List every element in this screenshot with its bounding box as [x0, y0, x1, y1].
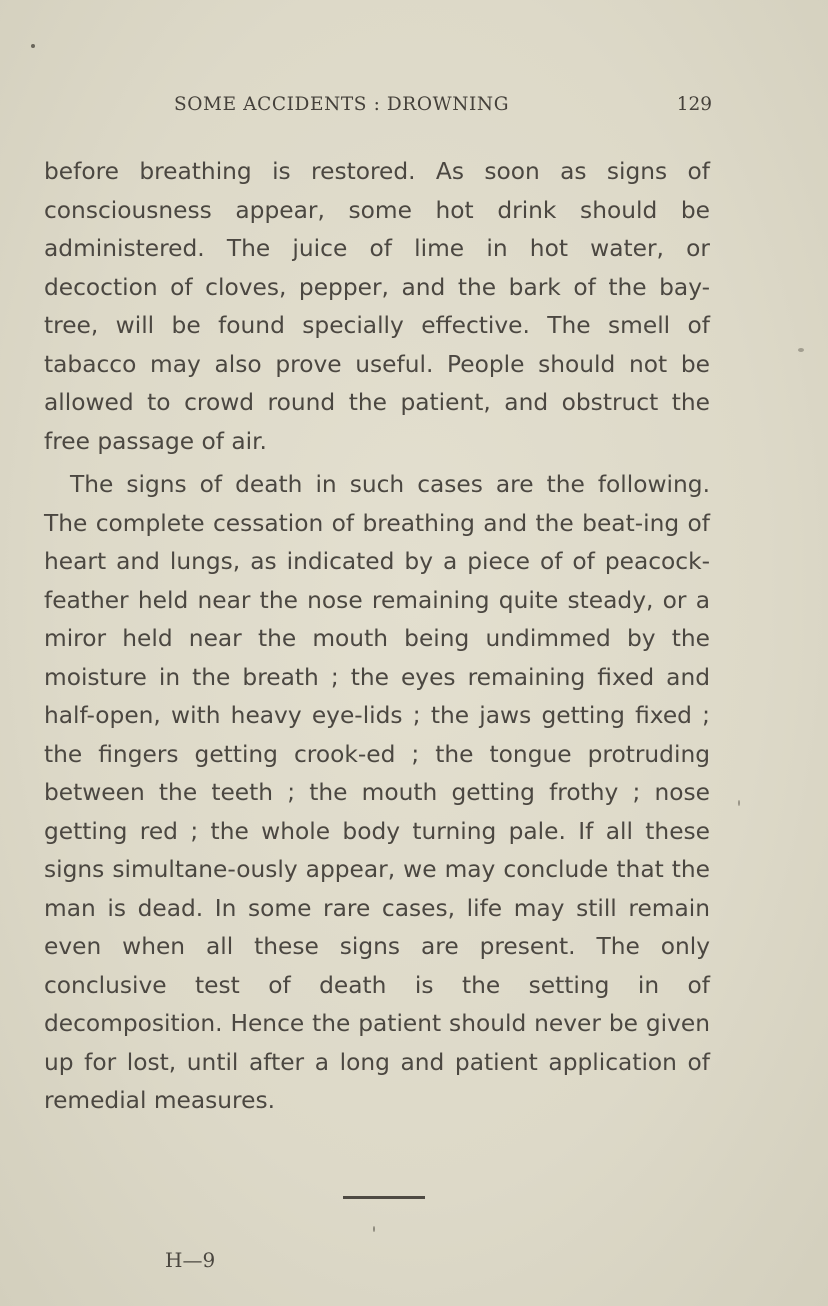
body-text	[44, 153, 710, 1121]
paper-speck	[373, 1226, 375, 1232]
signature-mark: H—9	[165, 1248, 216, 1272]
page-number: 129	[676, 94, 712, 115]
paragraph-continuation: before breathing is restored. As soon as signs of consciousness appear, some hot drink should be administered. The juice of lime in hot water, or decoction of cloves, pepper, and the bark of the bay-tree, will be found specially effective. The smell of tabacco may also prove useful. People should not be allowed to crowd round the patient, and obstruct the free passage of air.	[44, 158, 710, 455]
paper-speck	[738, 800, 740, 806]
chapter-title: SOME ACCIDENTS : DROWNING	[174, 94, 510, 115]
paper-speck	[31, 44, 35, 48]
section-rule	[343, 1196, 425, 1199]
running-header	[174, 94, 712, 124]
paper-speck	[798, 348, 804, 352]
paragraph-signs-of-death: The signs of death in such cases are the following. The complete cessation of breathing and the beat-ing of heart and lungs, as indicated by a piece of of peacock-feather held near the nose remaining quite steady, or a miror held near the mouth being undimmed by the moisture in the breath ; the eyes remaining fixed and half-open, with heavy eye-lids ; the jaws getting fixed ; the fingers getting crook-ed ; the tongue protruding between the teeth ; the mouth getting frothy ; nose getting red ; the whole body turning pale. If all these signs simultane-ously appear, we may conclude that the man is dead. In some rare cases, life may still remain even when all these signs are present. The only conclusive test of death is the setting in of decomposition. Hence the patient should never be given up for lost, until after a long and patient application of remedial measures.	[44, 471, 710, 1114]
